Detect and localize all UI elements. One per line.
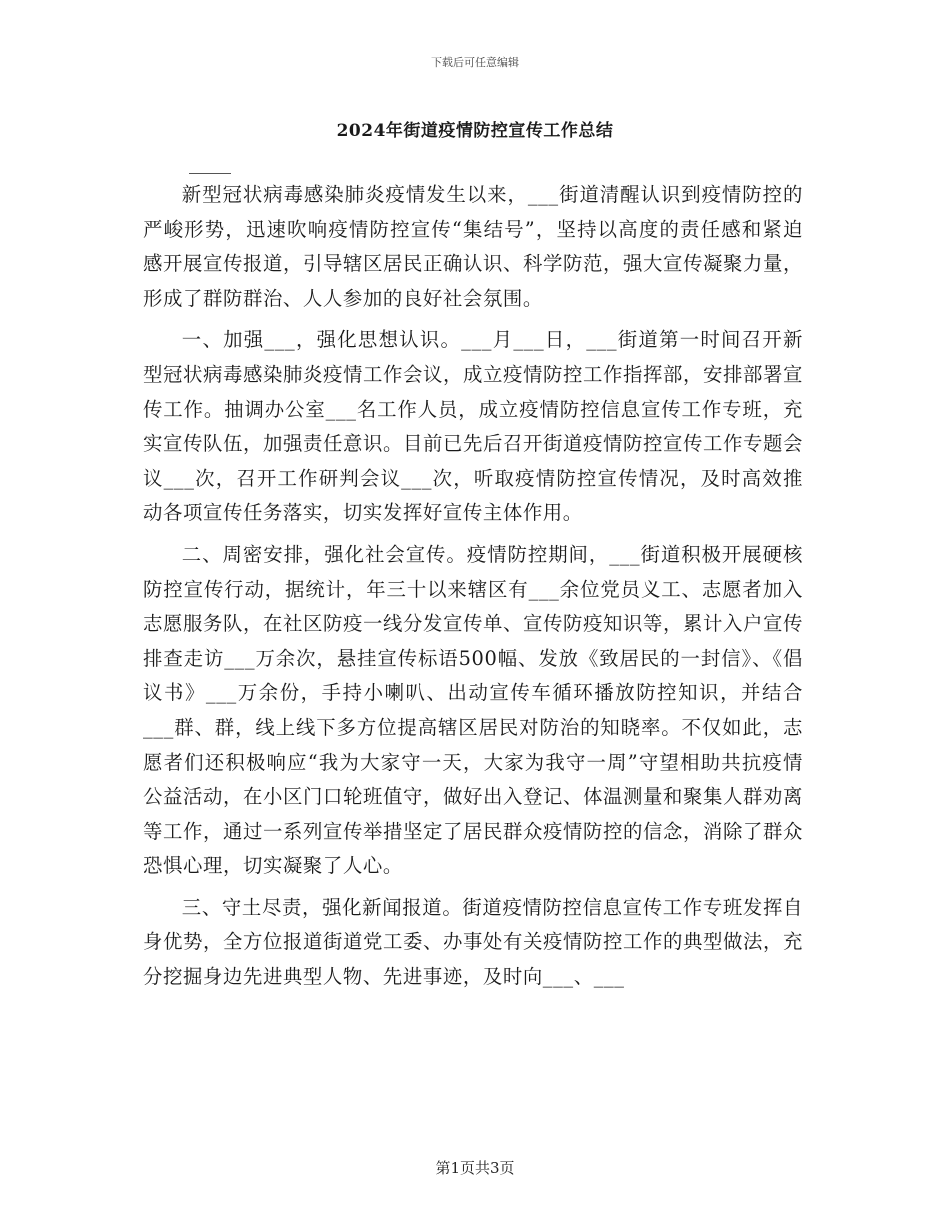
paragraph-section-one: 一、加强___，强化思想认识。___月___日，___街道第一时间召开新型冠状病毒感染肺炎疫情工作会议，成立疫情防控工作指挥部，安排部署宣传工作。抽调办公室___名工作人员，成立疫情防控信息宣传工作专班，充实宣传队伍，加强责任意识。目前已先后召开街道疫情防控宣传工作专题会议___次，召开工作研判会议___次，听取疫情防控宣传情况，及时高效推动各项宣传任务落实，切实发挥好宣传主体作用。 xyxy=(143,328,803,525)
paragraph-section-two: 二、周密安排，强化社会宣传。疫情防控期间，___街道积极开展硬核防控宣传行动，据统计，年三十以来辖区有___余位党员义工、志愿者加入志愿服务队，在社区防疫一线分发宣传单、宣传防疫知识等，累计入户宣传排查走访___万余次，悬挂宣传标语500幅、发放《致居民的一封信》、《倡议书》___万余份，手持小喇叭、出动宣传车循环播放防控知识，并结合___群、群，线上线下多方位提高辖区居民对防治的知晓率。不仅如此，志愿者们还积极响应“我为大家守一天，大家为我守一周”守望相助共抗疫情公益活动，在小区门口轮班值守，做好出入登记、体温测量和聚集人群劝离等工作，通过一系列宣传举措坚定了居民群众疫情防控的信念，消除了群众恐惧心理，切实凝聚了人心。 xyxy=(143,542,803,878)
title-underline-divider xyxy=(189,173,231,174)
paragraph-section-three: 三、守土尽责，强化新闻报道。街道疫情防控信息宣传工作专班发挥自身优势，全方位报道街道党工委、办事处有关疫情防控工作的典型做法，充分挖掘身边先进典型人物、先进事迹，及时向___、___ xyxy=(143,895,803,989)
header-note: 下载后可任意编辑 xyxy=(431,56,519,69)
paragraph-intro: 新型冠状病毒感染肺炎疫情发生以来，___街道清醒认识到疫情防控的严峻形势，迅速吹响疫情防控宣传“集结号”，坚持以高度的责任感和紧迫感开展宣传报道，引导辖区居民正确认识、科学防范，强大宣传凝聚力量，形成了群防群治、人人参加的良好社会氛围。 xyxy=(143,183,803,310)
document-title: 2024年街道疫情防控宣传工作总结 xyxy=(336,121,614,141)
page-number-footer: 第1页共3页 xyxy=(435,1159,515,1177)
document-body xyxy=(143,178,803,1002)
